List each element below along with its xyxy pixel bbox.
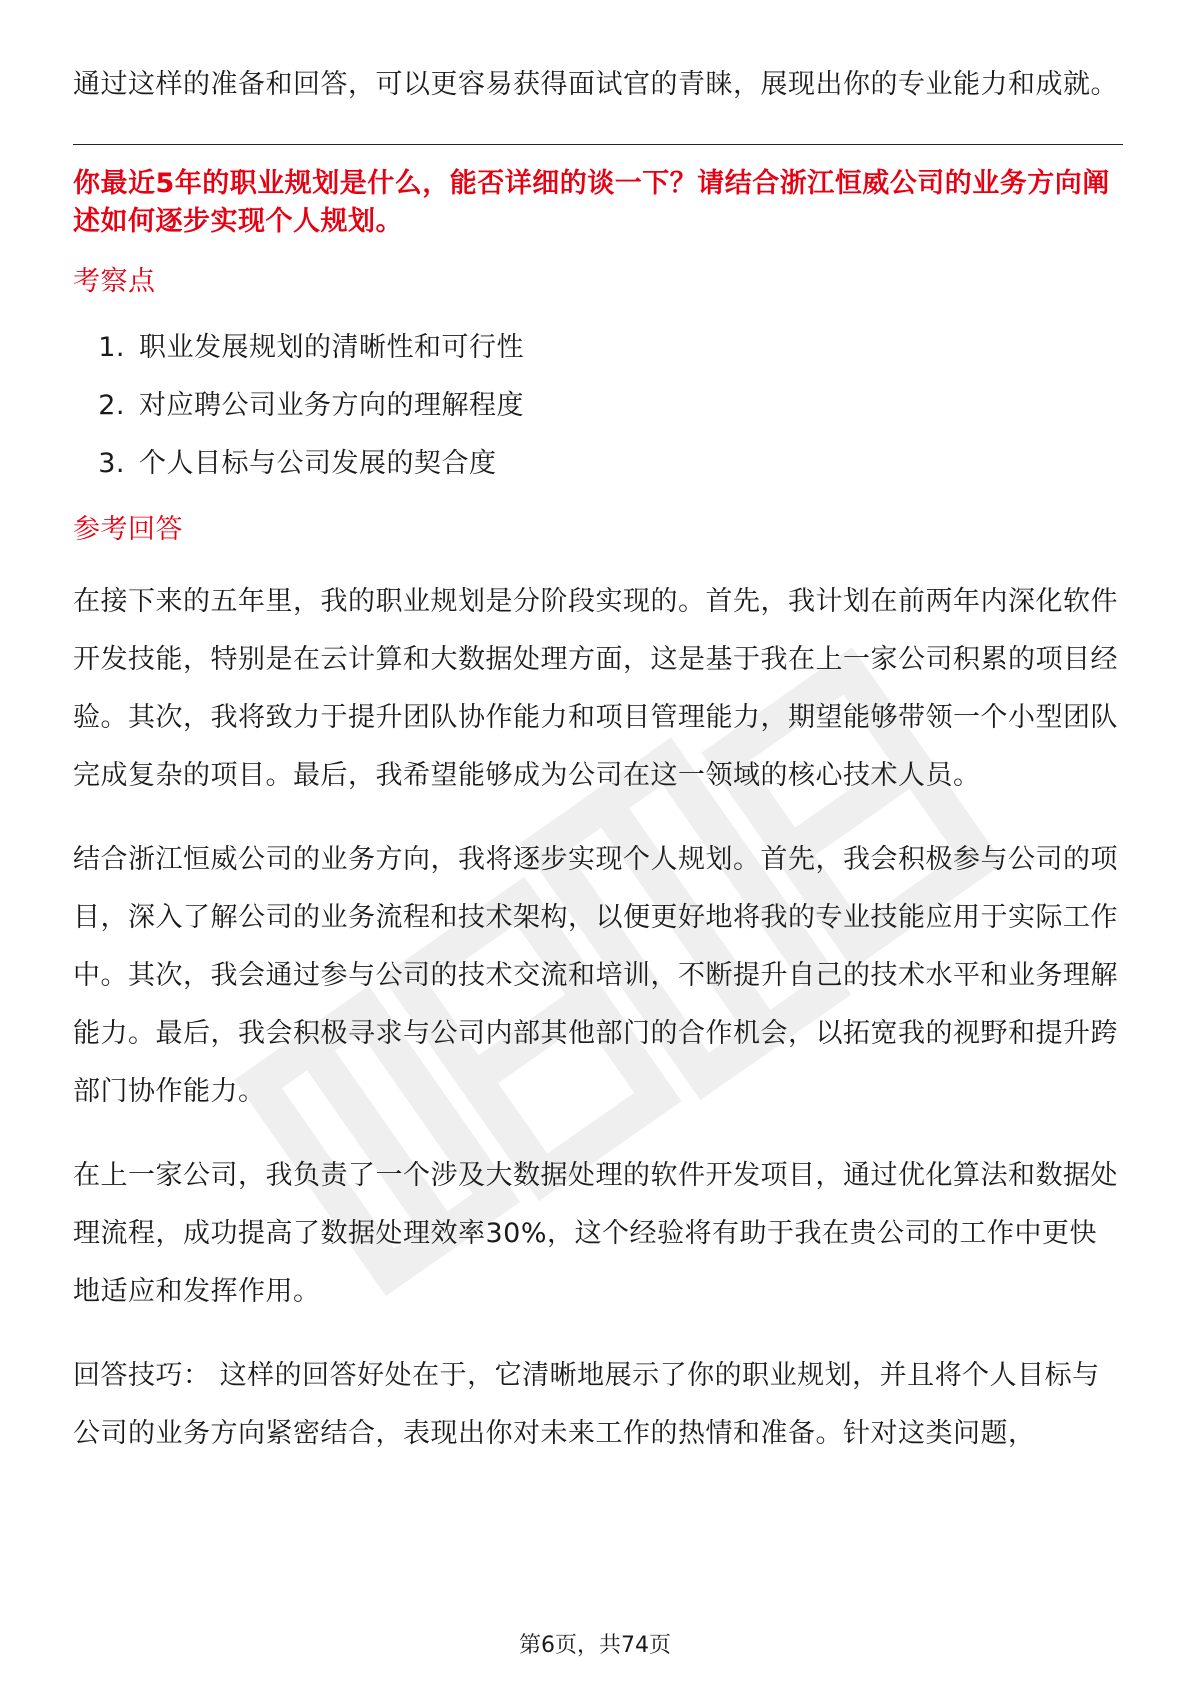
answer-tips-paragraph: 回答技巧： 这样的回答好处在于，它清晰地展示了你的职业规划，并且将个人目标与公司的业务方向紧密结合，表现出你对未来工作的热情和准备。针对这类问题， [73,1360,1100,1449]
list-item [73,319,1123,377]
interview-question: 你最近5年的职业规划是什么，能否详细的谈一下？请结合浙江恒威公司的业务方向阐述如何逐步实现个人规划。 [73,168,1110,237]
list-item [73,377,1123,435]
answer-heading: 参考回答 [73,514,183,545]
intro-paragraph: 通过这样的准备和回答，可以更容易获得面试官的青睐，展现出你的专业能力和成就。 [73,69,1118,100]
list-item-text: 个人目标与公司发展的契合度 [139,448,497,479]
list-item-text: 对应聘公司业务方向的理解程度 [139,390,524,421]
answer-paragraph: 结合浙江恒威公司的业务方向，我将逐步实现个人规划。首先，我会积极参与公司的项目，深入了解公司的业务流程和技术架构，以便更好地将我的专业技能应用于实际工作中。其次，我会通过参与公司的技术交流和培训，不断提升自己的技术水平和业务理解能力。最后，我会积极寻求与公司内部其他部门的合作机会，以拓宽我的视野和提升跨部门协作能力。 [73,844,1118,1107]
list-item-number: 2. [98,390,125,421]
section-divider [73,144,1123,145]
page-content [73,56,1123,1463]
assessment-heading: 考察点 [73,266,156,297]
list-item-number: 3. [98,448,125,479]
assessment-points-list [73,319,1123,493]
list-item-number: 1. [98,332,125,363]
answer-paragraph: 在上一家公司，我负责了一个涉及大数据处理的软件开发项目，通过优化算法和数据处理流程，成功提高了数据处理效率30%，这个经验将有助于我在贵公司的工作中更快地适应和发挥作用。 [73,1160,1118,1307]
page-number-footer: 第6页，共74页 [519,1633,671,1658]
list-item [73,435,1123,493]
list-item-text: 职业发展规划的清晰性和可行性 [139,332,524,363]
answer-paragraph: 在接下来的五年里，我的职业规划是分阶段实现的。首先，我计划在前两年内深化软件开发技能，特别是在云计算和大数据处理方面，这是基于我在上一家公司积累的项目经验。其次，我将致力于提升团队协作能力和项目管理能力，期望能够带领一个小型团队完成复杂的项目。最后，我希望能够成为公司在这一领域的核心技术人员。 [73,586,1118,791]
